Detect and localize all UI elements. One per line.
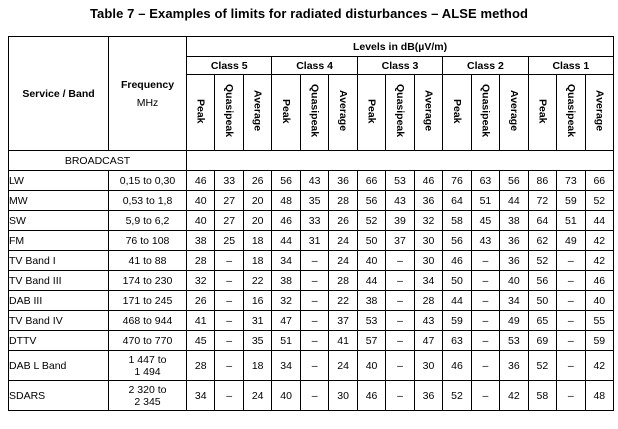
limit-value-cell: 41 — [329, 331, 357, 351]
header-class-4: Class 4 — [272, 57, 357, 75]
limit-value-cell: 28 — [329, 271, 357, 291]
limit-value-cell: 72 — [528, 191, 556, 211]
service-band-cell: TV Band III — [9, 271, 109, 291]
detector-label: Average — [422, 90, 435, 132]
limit-value-cell: 31 — [243, 311, 271, 331]
limit-value-cell: 45 — [187, 331, 215, 351]
limit-value-cell: 43 — [471, 231, 499, 251]
limit-value-cell: – — [557, 251, 585, 271]
limit-value-cell: 22 — [243, 271, 271, 291]
table-row — [9, 191, 614, 211]
limit-value-cell: 51 — [471, 191, 499, 211]
limit-value-cell: 26 — [187, 291, 215, 311]
limit-value-cell: – — [300, 351, 328, 381]
header-detector-peak-class-3 — [357, 75, 385, 151]
limit-value-cell: 58 — [443, 211, 471, 231]
detector-label: Quasipeak — [564, 84, 577, 138]
limit-value-cell: 50 — [528, 291, 556, 311]
limit-value-cell: 52 — [585, 191, 613, 211]
limit-value-cell: – — [557, 351, 585, 381]
limit-value-cell: 26 — [243, 171, 271, 191]
limit-value-cell: 18 — [243, 231, 271, 251]
limit-value-cell: – — [471, 381, 499, 411]
limit-value-cell: 50 — [443, 271, 471, 291]
limit-value-cell: – — [386, 351, 414, 381]
limit-value-cell: 25 — [215, 231, 243, 251]
header-detector-quasipeak-class-1 — [557, 75, 585, 151]
limit-value-cell: 36 — [414, 191, 442, 211]
table-row — [9, 251, 614, 271]
limit-value-cell: 55 — [585, 311, 613, 331]
limit-value-cell: 28 — [414, 291, 442, 311]
limit-value-cell: – — [300, 311, 328, 331]
service-band-cell: TV Band IV — [9, 311, 109, 331]
limit-value-cell: 40 — [187, 211, 215, 231]
limit-value-cell: 47 — [272, 311, 300, 331]
frequency-cell: 0,15 to 0,30 — [109, 171, 187, 191]
limit-value-cell: 46 — [414, 171, 442, 191]
frequency-cell: 41 to 88 — [109, 251, 187, 271]
frequency-line-1: 1 447 to — [128, 353, 167, 366]
limit-value-cell: 37 — [386, 231, 414, 251]
limit-value-cell: 37 — [329, 311, 357, 331]
limit-value-cell: 76 — [443, 171, 471, 191]
header-detector-peak-class-4 — [272, 75, 300, 151]
table-title: Table 7 – Examples of limits for radiated disturbances – ALSE method — [89, 6, 529, 21]
service-band-cell: DTTV — [9, 331, 109, 351]
table-row — [9, 311, 614, 331]
limit-value-cell: – — [471, 271, 499, 291]
limit-value-cell: 30 — [414, 251, 442, 271]
detector-label: Average — [251, 90, 264, 132]
limit-value-cell: – — [300, 271, 328, 291]
limit-value-cell: 66 — [357, 171, 385, 191]
header-detector-average-class-2 — [500, 75, 528, 151]
detector-label: Quasipeak — [479, 84, 492, 138]
limit-value-cell: 40 — [357, 351, 385, 381]
table-row — [9, 271, 614, 291]
limit-value-cell: 34 — [187, 381, 215, 411]
limit-value-cell: 58 — [528, 381, 556, 411]
limit-value-cell: – — [557, 381, 585, 411]
frequency-cell — [109, 381, 187, 411]
limit-value-cell: 31 — [300, 231, 328, 251]
limit-value-cell: 43 — [414, 311, 442, 331]
header-detector-average-class-4 — [329, 75, 357, 151]
limit-value-cell: 42 — [585, 231, 613, 251]
limit-value-cell: 56 — [500, 171, 528, 191]
frequency-cell: 470 to 770 — [109, 331, 187, 351]
limit-value-cell: 86 — [528, 171, 556, 191]
limit-value-cell: 48 — [272, 191, 300, 211]
frequency-line-2: 1 494 — [134, 365, 161, 378]
service-band-cell: DAB L Band — [9, 351, 109, 381]
frequency-cell: 76 to 108 — [109, 231, 187, 251]
service-band-cell: MW — [9, 191, 109, 211]
header-class-2: Class 2 — [443, 57, 528, 75]
header-detector-average-class-3 — [414, 75, 442, 151]
detector-label: Peak — [365, 98, 378, 124]
limit-value-cell: 69 — [528, 331, 556, 351]
limit-value-cell: 46 — [357, 381, 385, 411]
limit-value-cell: 40 — [187, 191, 215, 211]
table-row — [9, 351, 614, 381]
limit-value-cell: 42 — [585, 351, 613, 381]
frequency-line-1: 2 320 to — [128, 383, 167, 396]
limit-value-cell: 30 — [414, 351, 442, 381]
limit-value-cell: 56 — [443, 231, 471, 251]
limit-value-cell: 27 — [215, 191, 243, 211]
limit-value-cell: 36 — [500, 351, 528, 381]
limit-value-cell: 28 — [187, 251, 215, 271]
limit-value-cell: 24 — [329, 351, 357, 381]
limit-value-cell: 52 — [528, 251, 556, 271]
limit-value-cell: 22 — [329, 291, 357, 311]
limits-table — [8, 36, 614, 411]
limit-value-cell: 38 — [272, 271, 300, 291]
limit-value-cell: 73 — [557, 171, 585, 191]
limit-value-cell: 40 — [272, 381, 300, 411]
limit-value-cell: 64 — [443, 191, 471, 211]
frequency-cell — [109, 351, 187, 381]
limit-value-cell: 32 — [272, 291, 300, 311]
limit-value-cell: 42 — [500, 381, 528, 411]
limit-value-cell: 53 — [357, 311, 385, 331]
table-row — [9, 231, 614, 251]
header-detector-quasipeak-class-3 — [386, 75, 414, 151]
header-detector-quasipeak-class-2 — [471, 75, 499, 151]
detector-label: Quasipeak — [308, 84, 321, 138]
limit-value-cell: 16 — [243, 291, 271, 311]
limit-value-cell: 51 — [272, 331, 300, 351]
header-detector-average-class-5 — [243, 75, 271, 151]
limit-value-cell: 59 — [443, 311, 471, 331]
limit-value-cell: – — [471, 351, 499, 381]
limit-value-cell: 49 — [500, 311, 528, 331]
limit-value-cell: – — [386, 311, 414, 331]
service-band-cell: DAB III — [9, 291, 109, 311]
limit-value-cell: 45 — [471, 211, 499, 231]
limit-value-cell: 42 — [585, 251, 613, 271]
detector-label: Average — [593, 90, 606, 132]
limit-value-cell: 56 — [357, 191, 385, 211]
limit-value-cell: 44 — [443, 291, 471, 311]
limit-value-cell: 62 — [528, 231, 556, 251]
limit-value-cell: 59 — [585, 331, 613, 351]
limit-value-cell: – — [215, 381, 243, 411]
detector-label: Peak — [194, 98, 207, 124]
limit-value-cell: – — [557, 271, 585, 291]
header-detector-peak-class-1 — [528, 75, 556, 151]
limit-value-cell: 49 — [557, 231, 585, 251]
limit-value-cell: 53 — [386, 171, 414, 191]
limit-value-cell: 24 — [329, 231, 357, 251]
header-frequency-unit: MHz — [136, 96, 159, 109]
limit-value-cell: – — [215, 311, 243, 331]
limit-value-cell: 65 — [528, 311, 556, 331]
limit-value-cell: – — [215, 331, 243, 351]
limit-value-cell: – — [471, 331, 499, 351]
service-band-cell: SW — [9, 211, 109, 231]
limit-value-cell: 24 — [243, 381, 271, 411]
limit-value-cell: – — [386, 251, 414, 271]
service-band-cell: LW — [9, 171, 109, 191]
limit-value-cell: 20 — [243, 191, 271, 211]
section-broadcast: BROADCAST — [9, 151, 187, 171]
limit-value-cell: 34 — [414, 271, 442, 291]
header-detector-quasipeak-class-4 — [300, 75, 328, 151]
limit-value-cell: – — [215, 351, 243, 381]
limit-value-cell: 38 — [187, 231, 215, 251]
detector-label: Quasipeak — [394, 84, 407, 138]
limit-value-cell: 35 — [243, 331, 271, 351]
limit-value-cell: 20 — [243, 211, 271, 231]
limit-value-cell: 18 — [243, 251, 271, 271]
frequency-cell: 174 to 230 — [109, 271, 187, 291]
limit-value-cell: 36 — [329, 171, 357, 191]
limit-value-cell: – — [215, 251, 243, 271]
frequency-cell: 171 to 245 — [109, 291, 187, 311]
limit-value-cell: – — [471, 291, 499, 311]
detector-label: Average — [337, 90, 350, 132]
detector-label: Quasipeak — [223, 84, 236, 138]
limit-value-cell: – — [300, 251, 328, 271]
limit-value-cell: 46 — [443, 251, 471, 271]
limit-value-cell: 51 — [557, 211, 585, 231]
limit-value-cell: 52 — [443, 381, 471, 411]
limit-value-cell: 41 — [187, 311, 215, 331]
header-class-5: Class 5 — [187, 57, 272, 75]
limit-value-cell: – — [557, 311, 585, 331]
limit-value-cell: 43 — [300, 171, 328, 191]
limit-value-cell: – — [300, 291, 328, 311]
table-row — [9, 331, 614, 351]
limit-value-cell: 40 — [585, 291, 613, 311]
limit-value-cell: 44 — [272, 231, 300, 251]
limit-value-cell: – — [386, 381, 414, 411]
header-levels: Levels in dB(µV/m) — [187, 37, 614, 57]
limit-value-cell: 33 — [215, 171, 243, 191]
limit-value-cell: – — [386, 271, 414, 291]
limit-value-cell: 44 — [585, 211, 613, 231]
limit-value-cell: 56 — [528, 271, 556, 291]
limit-value-cell: 64 — [528, 211, 556, 231]
service-band-cell: SDARS — [9, 381, 109, 411]
limit-value-cell: 46 — [443, 351, 471, 381]
limit-value-cell: 38 — [500, 211, 528, 231]
limit-value-cell: 39 — [386, 211, 414, 231]
limit-value-cell: 44 — [357, 271, 385, 291]
limit-value-cell: 47 — [414, 331, 442, 351]
table-row — [9, 381, 614, 411]
header-service-band: Service / Band — [9, 37, 109, 151]
limit-value-cell: – — [215, 271, 243, 291]
limit-value-cell: 30 — [414, 231, 442, 251]
limit-value-cell: 38 — [357, 291, 385, 311]
limit-value-cell: 66 — [585, 171, 613, 191]
detector-label: Peak — [280, 98, 293, 124]
limit-value-cell: 28 — [187, 351, 215, 381]
limit-value-cell: – — [215, 291, 243, 311]
limit-value-cell: 18 — [243, 351, 271, 381]
frequency-line-2: 2 345 — [134, 395, 161, 408]
limit-value-cell: – — [300, 381, 328, 411]
limit-value-cell: 53 — [500, 331, 528, 351]
table-row — [9, 291, 614, 311]
header-detector-average-class-1 — [585, 75, 613, 151]
limit-value-cell: 40 — [357, 251, 385, 271]
limit-value-cell: 52 — [357, 211, 385, 231]
table-row — [9, 211, 614, 231]
limit-value-cell: 44 — [500, 191, 528, 211]
limit-value-cell: 30 — [329, 381, 357, 411]
limit-value-cell: – — [386, 331, 414, 351]
limit-value-cell: 33 — [300, 211, 328, 231]
limit-value-cell: 59 — [557, 191, 585, 211]
header-class-3: Class 3 — [357, 57, 442, 75]
limit-value-cell: 34 — [500, 291, 528, 311]
limit-value-cell: 52 — [528, 351, 556, 381]
detector-label: Average — [507, 90, 520, 132]
limit-value-cell: 46 — [585, 271, 613, 291]
limit-value-cell: 34 — [272, 351, 300, 381]
header-frequency-label: Frequency — [120, 78, 175, 91]
limit-value-cell: 43 — [386, 191, 414, 211]
limit-value-cell: 36 — [500, 231, 528, 251]
header-detector-peak-class-5 — [187, 75, 215, 151]
header-detector-quasipeak-class-5 — [215, 75, 243, 151]
limit-value-cell: 24 — [329, 251, 357, 271]
limit-value-cell: 63 — [471, 171, 499, 191]
limit-value-cell: 46 — [272, 211, 300, 231]
limit-value-cell: 34 — [272, 251, 300, 271]
limit-value-cell: 27 — [215, 211, 243, 231]
frequency-cell: 5,9 to 6,2 — [109, 211, 187, 231]
service-band-cell: FM — [9, 231, 109, 251]
detector-label: Peak — [536, 98, 549, 124]
limit-value-cell: 36 — [414, 381, 442, 411]
section-broadcast-spacer — [187, 151, 614, 171]
limit-value-cell: – — [386, 291, 414, 311]
service-band-cell: TV Band I — [9, 251, 109, 271]
limit-value-cell: 32 — [414, 211, 442, 231]
header-frequency — [109, 37, 187, 151]
header-detector-peak-class-2 — [443, 75, 471, 151]
limit-value-cell: – — [471, 311, 499, 331]
frequency-cell: 468 to 944 — [109, 311, 187, 331]
limit-value-cell: 50 — [357, 231, 385, 251]
limit-value-cell: 46 — [187, 171, 215, 191]
table-row — [9, 171, 614, 191]
limit-value-cell: 32 — [187, 271, 215, 291]
header-class-1: Class 1 — [528, 57, 613, 75]
limit-value-cell: – — [557, 331, 585, 351]
limit-value-cell: 63 — [443, 331, 471, 351]
limit-value-cell: 28 — [329, 191, 357, 211]
limit-value-cell: 35 — [300, 191, 328, 211]
limit-value-cell: 26 — [329, 211, 357, 231]
frequency-cell: 0,53 to 1,8 — [109, 191, 187, 211]
limit-value-cell: 48 — [585, 381, 613, 411]
limit-value-cell: 40 — [500, 271, 528, 291]
detector-label: Peak — [450, 98, 463, 124]
limit-value-cell: – — [471, 251, 499, 271]
limit-value-cell: 57 — [357, 331, 385, 351]
limit-value-cell: – — [300, 331, 328, 351]
limit-value-cell: 56 — [272, 171, 300, 191]
limit-value-cell: – — [557, 291, 585, 311]
limit-value-cell: 36 — [500, 251, 528, 271]
